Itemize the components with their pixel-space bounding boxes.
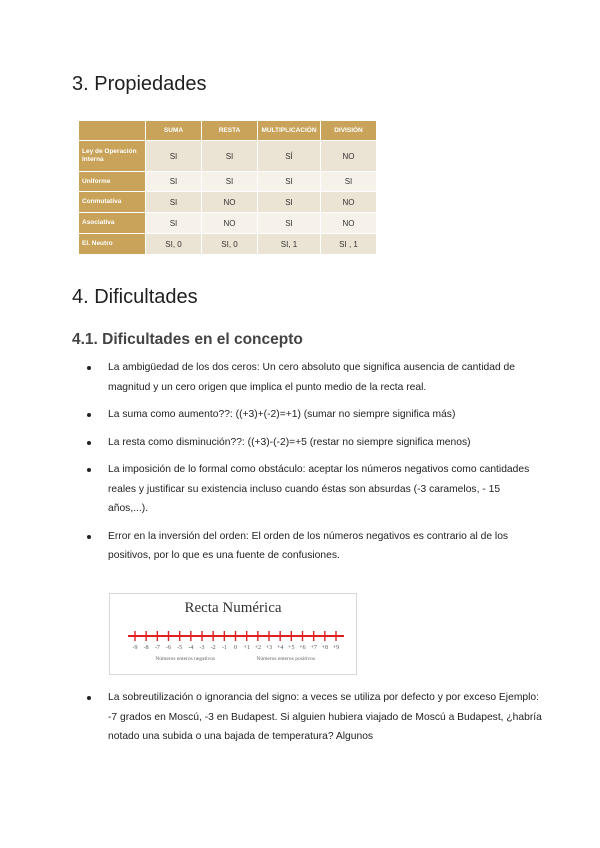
table-cell: SI bbox=[146, 172, 202, 192]
number-line-tick-label: -5 bbox=[177, 645, 183, 651]
figure-title: Recta Numérica bbox=[184, 600, 282, 616]
list-item bbox=[72, 688, 542, 747]
table-row bbox=[79, 213, 377, 234]
bullet-dot-icon bbox=[87, 366, 91, 370]
number-line-right-caption: Números enteros positivos bbox=[256, 656, 316, 662]
table-cell: SÍ bbox=[258, 141, 321, 172]
bullet-dot-icon bbox=[87, 468, 91, 472]
table-header-cell: MULTIPLICACIÓN bbox=[258, 121, 321, 141]
list-item-text: La suma como aumento??: ((+3)+(-2)=+1) (sumar no siempre significa más) bbox=[108, 409, 456, 420]
number-line-tick-label: +4 bbox=[276, 645, 284, 651]
number-line-tick-label: -6 bbox=[166, 645, 171, 651]
table-cell: SI, 0 bbox=[146, 234, 202, 255]
list-item bbox=[72, 433, 532, 453]
table-cell: NO bbox=[202, 192, 258, 213]
table-cell: SI bbox=[146, 192, 202, 213]
number-line-tick-label: +7 bbox=[310, 645, 317, 651]
number-line-graphic bbox=[110, 594, 356, 674]
table-cell: SI bbox=[146, 141, 202, 172]
number-line-tick-label: -4 bbox=[188, 645, 194, 651]
number-line-tick-label: +3 bbox=[265, 645, 273, 651]
table-header-cell: SUMA bbox=[146, 121, 202, 141]
table-cell: SI bbox=[321, 172, 377, 192]
table-row bbox=[79, 141, 377, 172]
subsection-title-concepto: 4.1. Dificultades en el concepto bbox=[72, 331, 303, 348]
table-cell: SI bbox=[202, 141, 258, 172]
difficulties-list-continued bbox=[72, 688, 542, 747]
list-item-text: Error en la inversión del orden: El orden de los números negativos es contrario al de los positivos, por lo que es una fuente de confusiones. bbox=[108, 530, 509, 561]
list-item bbox=[72, 358, 532, 397]
list-item bbox=[72, 460, 532, 519]
table-cell: NO bbox=[202, 213, 258, 234]
table-corner-cell bbox=[79, 121, 146, 141]
table-cell: SI , 1 bbox=[321, 234, 377, 255]
properties-table bbox=[78, 120, 377, 255]
table-row-label: El. Neutro bbox=[79, 234, 146, 255]
number-line-tick-label: -9 bbox=[132, 645, 138, 651]
number-line-tick-label: 0 bbox=[234, 645, 237, 651]
number-line-tick-label: -3 bbox=[199, 645, 205, 651]
list-item-text: La imposición de lo formal como obstáculo: aceptar los números negativos como cantidades reales y justificar su existencia incluso cuando éstas son absurdas (-3 caramelos, - 15 años,...). bbox=[108, 464, 530, 514]
table-row-label: Uniforme bbox=[79, 172, 146, 192]
bullet-dot-icon bbox=[87, 696, 91, 700]
table-header-cell: RESTA bbox=[202, 121, 258, 141]
table-cell: SI bbox=[258, 172, 321, 192]
table-cell: SI bbox=[258, 213, 321, 234]
table-header-row bbox=[79, 121, 377, 141]
table-cell: NO bbox=[321, 141, 377, 172]
number-line-tick-label: +6 bbox=[299, 645, 306, 651]
table-row-label: Ley de Operación Interna bbox=[79, 141, 146, 172]
list-item bbox=[72, 405, 532, 425]
table-cell: SI, 0 bbox=[202, 234, 258, 255]
bullet-dot-icon bbox=[87, 413, 91, 417]
table-row-label: Conmutativa bbox=[79, 192, 146, 213]
table-cell: SI bbox=[258, 192, 321, 213]
list-item-text: La ambigüedad de los dos ceros: Un cero absoluto que significa ausencia de cantidad de magnitud y un cero origen que implica el punto medio de la recta real. bbox=[108, 362, 515, 393]
number-line-tick-label: +1 bbox=[243, 645, 250, 651]
number-line-tick-label: +8 bbox=[321, 645, 329, 651]
list-item-text: La resta como disminución??: ((+3)-(-2)=+5 (restar no siempre significa menos) bbox=[108, 436, 471, 448]
number-line-tick-label: +2 bbox=[254, 645, 262, 651]
section-title-propiedades: 3. Propiedades bbox=[72, 73, 207, 95]
number-line-tick-label: -7 bbox=[154, 645, 160, 651]
number-line-tick-label: -1 bbox=[221, 645, 227, 651]
table-cell: NO bbox=[321, 213, 377, 234]
bullet-dot-icon bbox=[87, 535, 91, 539]
number-line-tick-label: -8 bbox=[143, 645, 149, 651]
number-line-left-caption: Números enteros negativos bbox=[155, 656, 216, 662]
difficulties-list bbox=[72, 358, 532, 574]
table-cell: SI bbox=[146, 213, 202, 234]
number-line-tick-label: +9 bbox=[332, 645, 340, 651]
table-header-cell: DIVISIÓN bbox=[321, 121, 377, 141]
section-title-dificultades: 4. Dificultades bbox=[72, 286, 198, 308]
list-item-text: La sobreutilización o ignorancia del signo: a veces se utiliza por defecto y por exceso Ejemplo: -7 grados en Moscú, -3 en Budapest. Si alguien hubiera viajado de Moscú a Budapest, ¿habría notado una subida o una bajada de temperatura? Algunos bbox=[108, 692, 542, 742]
number-line-figure bbox=[109, 593, 357, 675]
bullet-dot-icon bbox=[87, 441, 91, 445]
table-row bbox=[79, 172, 377, 192]
table-row-label: Asociativa bbox=[79, 213, 146, 234]
number-line-tick-label: +5 bbox=[288, 645, 295, 651]
table-row bbox=[79, 234, 377, 255]
table-cell: SI, 1 bbox=[258, 234, 321, 255]
number-line-tick-label: -2 bbox=[210, 645, 216, 651]
list-item bbox=[72, 527, 532, 566]
table-cell: NO bbox=[321, 192, 377, 213]
table-row bbox=[79, 192, 377, 213]
table-cell: SI bbox=[202, 172, 258, 192]
